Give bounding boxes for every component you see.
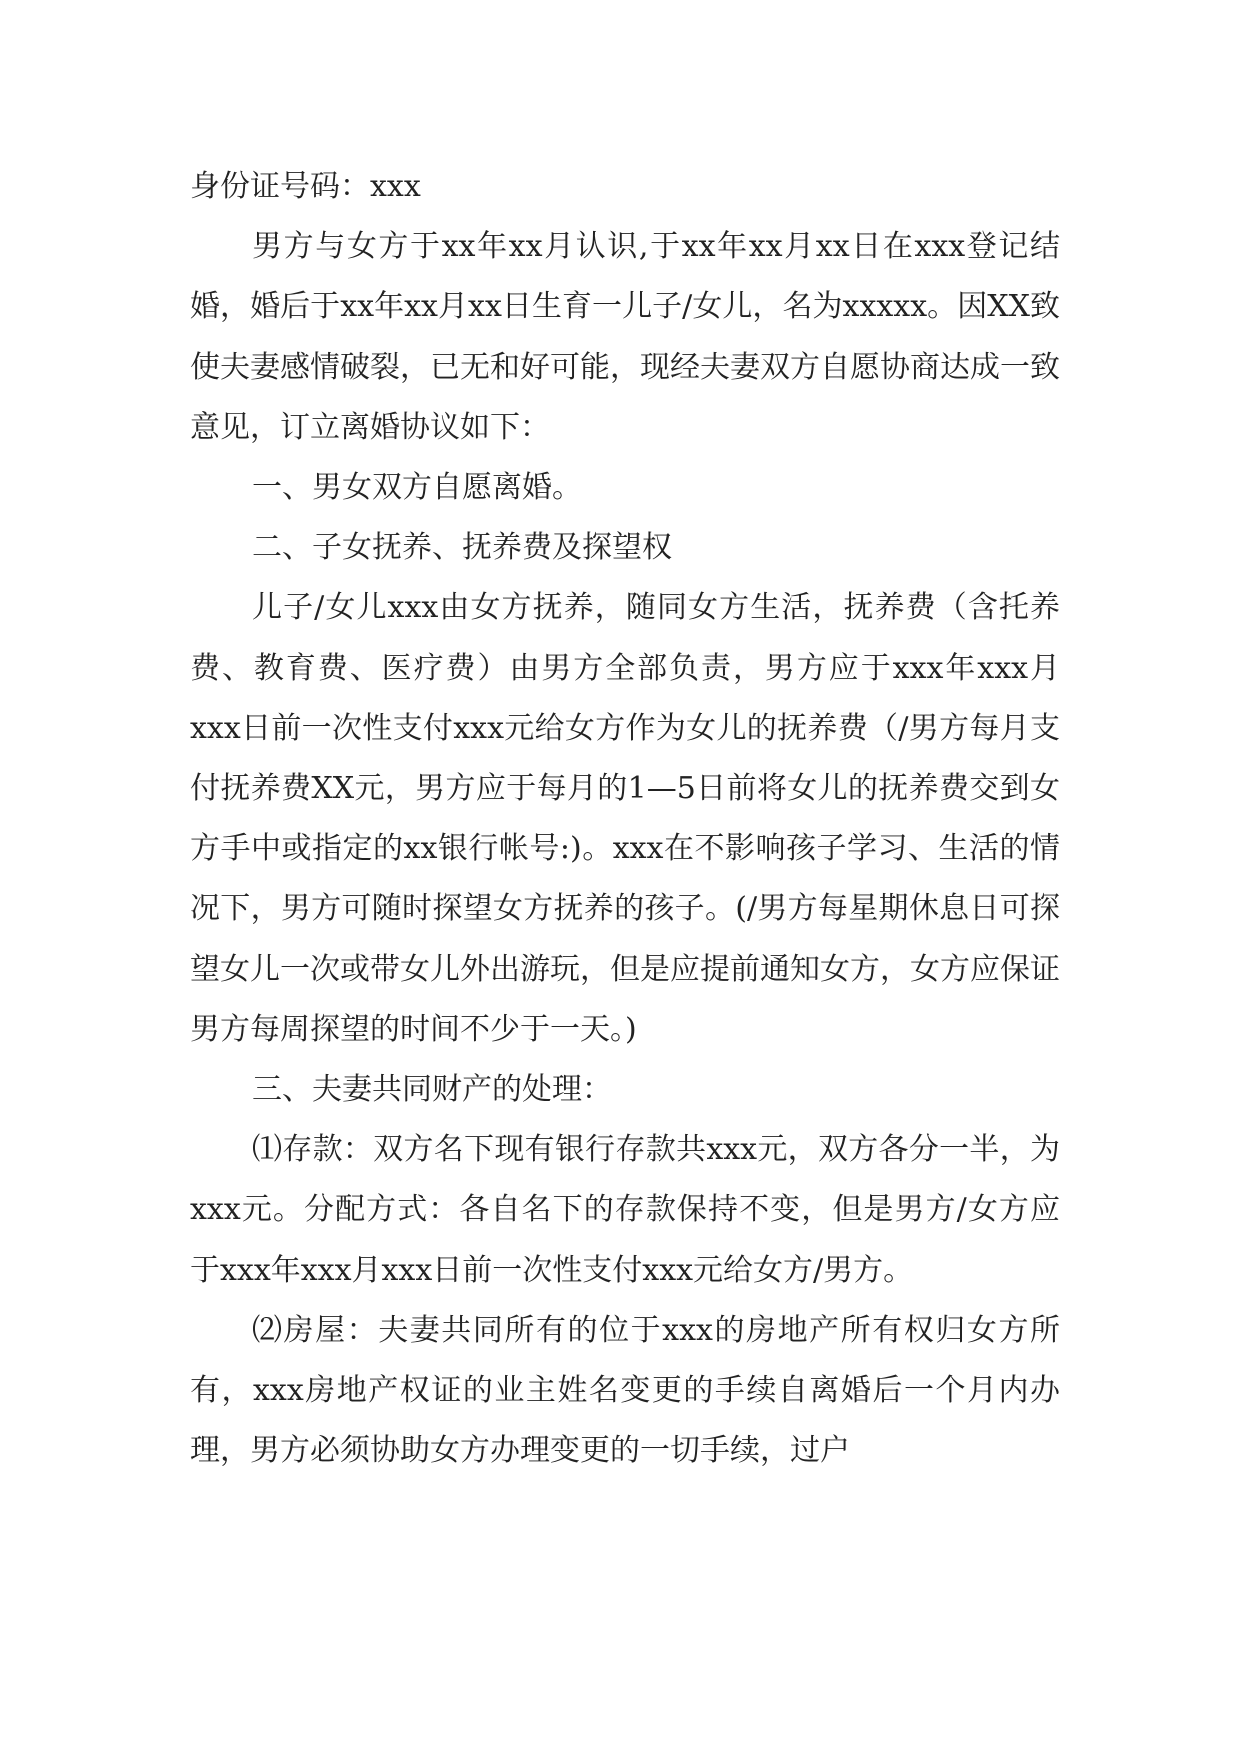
property-paragraph: ⑵房屋：夫妻共同所有的位于xxx的房地产所有权归女方所有，xxx房地产权证的业主姓名变更的手续自离婚后一个月内办理，男方必须协助女方办理变更的一切手续，过户 bbox=[190, 1312, 1060, 1469]
child-custody-paragraph: 儿子/女儿xxx由女方抚养，随同女方生活，抚养费（含托养费、教育费、医疗费）由男方全部负责，男方应于xxx年xxx月xxx日前一次性支付xxx元给女方作为女儿的抚养费（/男方每月支付抚养费XX元，男方应于每月的1—5日前将女儿的抚养费交到女方手中或指定的xx银行帐号:)。xxx在不影响孩子学习、生活的情况下，男方可随时探望女方抚养的孩子。(/男方每星期休息日可探望女儿一次或带女儿外出游玩，但是应提前通知女方，女方应保证男方每周探望的时间不少于一天。) bbox=[190, 590, 1060, 1047]
id-number-line: 身份证号码：xxx bbox=[190, 169, 421, 204]
marriage-background-paragraph: 男方与女方于xx年xx月认识,于xx年xx月xx日在xxx登记结婚，婚后于xx年xx月xx日生育一儿子/女儿，名为xxxxx。因XX致使夫妻感情破裂，已无和好可能，现经夫妻双方自愿协商达成一致意见，订立离婚协议如下： bbox=[190, 229, 1060, 445]
savings-paragraph: ⑴存款：双方名下现有银行存款共xxx元，双方各分一半，为xxx元。分配方式：各自名下的存款保持不变，但是男方/女方应于xxx年xxx月xxx日前一次性支付xxx元给女方/男方。 bbox=[190, 1132, 1060, 1288]
clause-2-heading: 二、子女抚养、抚养费及探望权 bbox=[252, 530, 672, 566]
clause-3-heading: 三、夫妻共同财产的处理： bbox=[252, 1072, 612, 1108]
agreement-body bbox=[190, 157, 1060, 1481]
clause-1-heading: 一、男女双方自愿离婚。 bbox=[252, 470, 582, 506]
